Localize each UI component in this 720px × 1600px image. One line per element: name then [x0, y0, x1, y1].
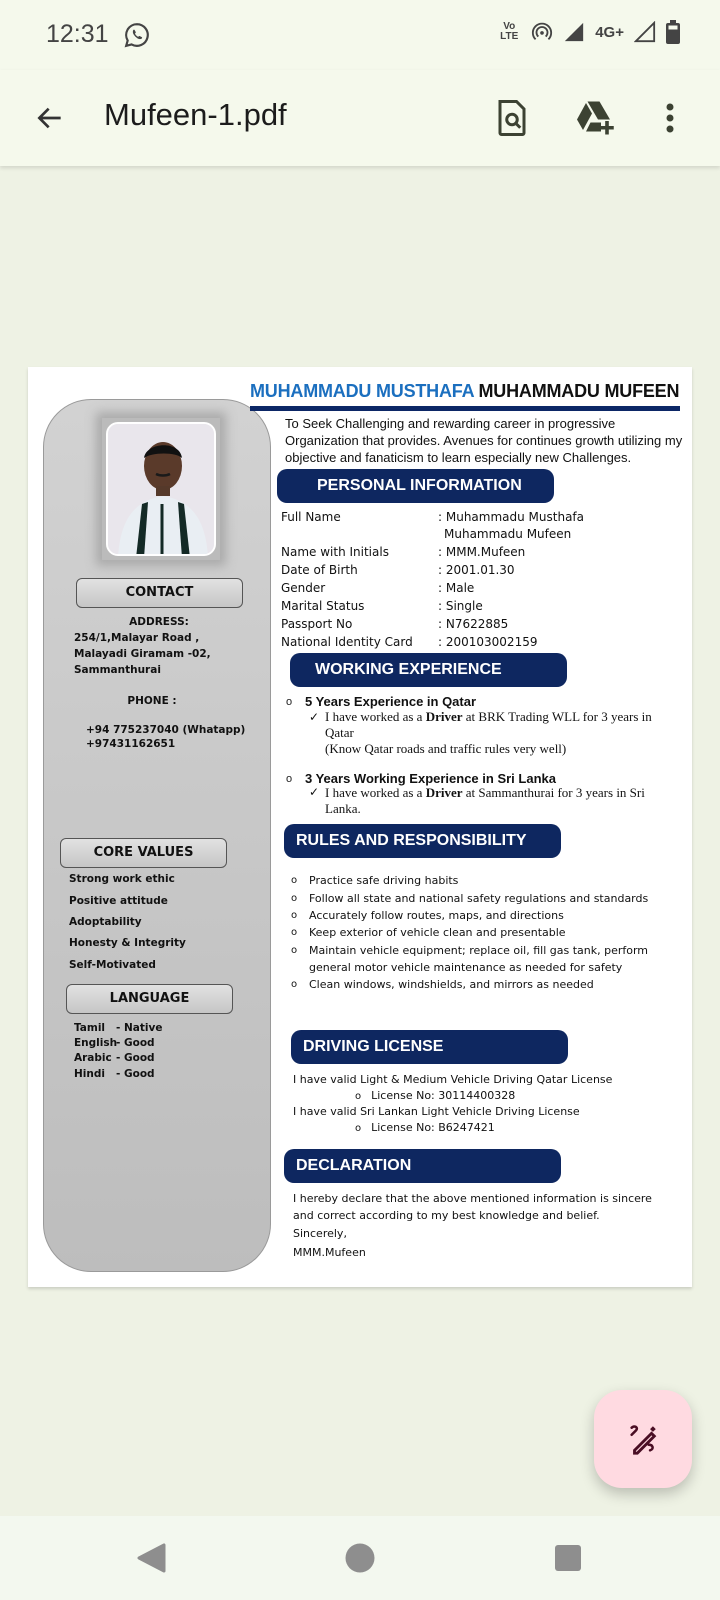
- address-line: Sammanthurai: [74, 664, 161, 676]
- desc-role: Driver: [425, 785, 463, 800]
- license-number-text: License No: B6247421: [371, 1121, 495, 1134]
- language-heading: LANGUAGE: [66, 984, 233, 1014]
- battery-icon: [666, 20, 680, 44]
- nav-recents-button[interactable]: [548, 1538, 588, 1578]
- address-line: Malayadi Giramam -02,: [74, 648, 211, 660]
- resume-name: [250, 381, 679, 402]
- experience-heading: WORKING EXPERIENCE: [290, 653, 567, 687]
- declaration-signature: MMM.Mufeen: [293, 1246, 366, 1259]
- bullet-icon: o: [291, 927, 298, 938]
- bullet-icon: o: [286, 773, 293, 785]
- declaration-heading: DECLARATION: [284, 1149, 561, 1183]
- rule-item: [291, 872, 689, 889]
- nav-home-button[interactable]: [340, 1538, 380, 1578]
- signal-icon: [634, 21, 656, 43]
- core-value-item: Self-Motivated: [69, 959, 156, 971]
- experience-description: [325, 785, 675, 817]
- whatsapp-icon: [124, 22, 150, 48]
- desc-text: at Sammanthurai for 3 years in Sri Lanka.: [325, 785, 645, 816]
- nav-recents-icon: [554, 1544, 582, 1572]
- bullet-icon: o: [355, 1091, 362, 1102]
- rule-item: [291, 942, 689, 976]
- experience-description: [325, 709, 675, 741]
- pi-value: : 2001.01.30: [438, 563, 515, 577]
- navigation-bar: [0, 1516, 720, 1600]
- pi-value: : 200103002159: [438, 635, 538, 649]
- declaration-text: I hereby declare that the above mentioned information is sincere and correct according to my best knowledge and belief.: [293, 1192, 652, 1222]
- signal-icon: [563, 21, 585, 43]
- core-value-item: Adoptability: [69, 916, 142, 928]
- document-title: Mufeen-1.pdf: [104, 97, 287, 132]
- address-line: 254/1,Malayar Road ,: [74, 632, 200, 644]
- nav-back-button[interactable]: [132, 1538, 172, 1578]
- bullet-icon: o: [291, 979, 298, 990]
- pi-value: : Muhammadu Musthafa: [438, 510, 584, 524]
- pi-value: : N7622885: [438, 617, 509, 631]
- pi-value: : MMM.Mufeen: [438, 545, 526, 559]
- pi-value: Muhammadu Mufeen: [444, 527, 572, 541]
- language-name: Hindi: [74, 1068, 105, 1080]
- name-first: MUHAMMADU MUSTHAFA: [250, 381, 474, 401]
- license-number-text: License No: 30114400328: [371, 1089, 516, 1102]
- rule-item: [291, 890, 689, 907]
- bullet-icon: o: [291, 875, 298, 886]
- resume-sidebar: [43, 399, 271, 1272]
- address-label: ADDRESS:: [129, 616, 189, 628]
- core-value-item: Honesty & Integrity: [69, 937, 186, 949]
- pi-label: National Identity Card: [281, 635, 413, 649]
- profile-photo-frame: [102, 418, 220, 560]
- license-number: [355, 1119, 720, 1137]
- add-to-drive-button[interactable]: [573, 96, 617, 140]
- status-bar: [0, 0, 720, 70]
- nav-home-icon: [345, 1543, 375, 1573]
- experience-title: 5 Years Experience in Qatar: [305, 694, 477, 709]
- phone-number: +97431162651: [86, 738, 176, 750]
- name-last: MUHAMMADU MUFEEN: [478, 381, 680, 401]
- bullet-icon: o: [291, 910, 298, 921]
- network-type: 4G+: [595, 23, 624, 41]
- rule-item: [291, 907, 689, 924]
- checkmark-icon: ✓: [309, 785, 320, 799]
- header-rule: [250, 406, 680, 411]
- declaration-closing: Sincerely,: [293, 1227, 347, 1240]
- career-objective: To Seek Challenging and rewarding career in progressive Organization that provides. Avenues for continues growth utilizing my objective and fanaticism to learn especially new Challenges.: [285, 416, 683, 465]
- contact-heading: CONTACT: [76, 578, 243, 608]
- language-level: - Native: [116, 1022, 163, 1034]
- bullet-icon: o: [286, 696, 293, 708]
- bullet-icon: o: [291, 893, 298, 904]
- phone-label: PHONE :: [127, 695, 177, 707]
- find-in-document-icon: [497, 100, 527, 136]
- rule-text: Clean windows, windshields, and mirrors as needed: [309, 978, 594, 991]
- back-button[interactable]: [28, 96, 72, 140]
- core-values-heading: CORE VALUES: [60, 838, 227, 868]
- core-value-item: Strong work ethic: [69, 873, 175, 885]
- rule-text: Accurately follow routes, maps, and directions: [309, 909, 564, 922]
- more-options-button[interactable]: [648, 96, 692, 140]
- pi-label: Marital Status: [281, 599, 365, 613]
- desc-text: at BRK Trading WLL for 3 years in Qatar: [325, 709, 652, 740]
- desc-role: Driver: [425, 709, 463, 724]
- language-name: Tamil: [74, 1022, 106, 1034]
- profile-photo: [106, 422, 216, 556]
- rule-item: [291, 976, 689, 993]
- nav-back-icon: [137, 1542, 167, 1574]
- desc-text: I have worked as a: [325, 785, 426, 800]
- pi-label: Date of Birth: [281, 563, 358, 577]
- bullet-icon: o: [355, 1123, 362, 1134]
- license-line: I have valid Sri Lankan Light Vehicle Driving License: [293, 1105, 580, 1118]
- personal-info-heading: PERSONAL INFORMATION: [277, 469, 554, 503]
- experience-title: 3 Years Working Experience in Sri Lanka: [305, 771, 556, 786]
- hotspot-icon: [531, 21, 553, 43]
- rule-text: Keep exterior of vehicle clean and presentable: [309, 926, 566, 939]
- pi-value: : Male: [438, 581, 475, 595]
- language-level: - Good: [116, 1068, 155, 1080]
- license-heading: DRIVING LICENSE: [291, 1030, 568, 1064]
- rule-text: Practice safe driving habits: [309, 874, 459, 887]
- status-time: 12:31: [46, 20, 109, 48]
- volte-bottom: LTE: [500, 31, 519, 42]
- rule-item: [291, 924, 689, 941]
- language-level: - Good: [116, 1052, 155, 1064]
- pi-value: : Single: [438, 599, 483, 613]
- language-name: English: [74, 1037, 118, 1049]
- rules-heading: RULES AND RESPONSIBILITY: [284, 824, 561, 858]
- annotate-button[interactable]: [594, 1390, 692, 1488]
- find-in-document-button[interactable]: [490, 96, 534, 140]
- add-to-drive-icon: [575, 100, 615, 136]
- experience-note: (Know Qatar roads and traffic rules very well): [325, 741, 567, 756]
- checkmark-icon: ✓: [309, 710, 320, 724]
- pi-label: Gender: [281, 581, 326, 595]
- pi-label: Name with Initials: [281, 545, 389, 559]
- language-name: Arabic: [74, 1052, 112, 1064]
- phone-number: +94 775237040 (Whatapp): [86, 724, 246, 736]
- language-level: - Good: [116, 1037, 155, 1049]
- annotate-pen-icon: [626, 1422, 660, 1456]
- volte-icon: [497, 22, 521, 42]
- pi-label: Passport No: [281, 617, 353, 631]
- app-bar: [0, 70, 720, 166]
- more-vert-icon: [665, 102, 675, 134]
- core-value-item: Positive attitude: [69, 895, 168, 907]
- volte-top: Vo: [503, 21, 516, 32]
- pdf-page[interactable]: [28, 367, 692, 1287]
- rule-text: Maintain vehicle equipment; replace oil, fill gas tank, perform general motor vehicle maintenance as needed for safety: [309, 944, 649, 974]
- arrow-back-icon: [34, 102, 66, 134]
- desc-text: I have worked as a: [325, 709, 426, 724]
- rule-text: Follow all state and national safety regulations and standards: [309, 892, 649, 905]
- person-photo-icon: [108, 424, 216, 556]
- bullet-icon: o: [291, 945, 298, 956]
- pi-label: Full Name: [281, 510, 341, 524]
- license-line: I have valid Light & Medium Vehicle Driving Qatar License: [293, 1073, 613, 1086]
